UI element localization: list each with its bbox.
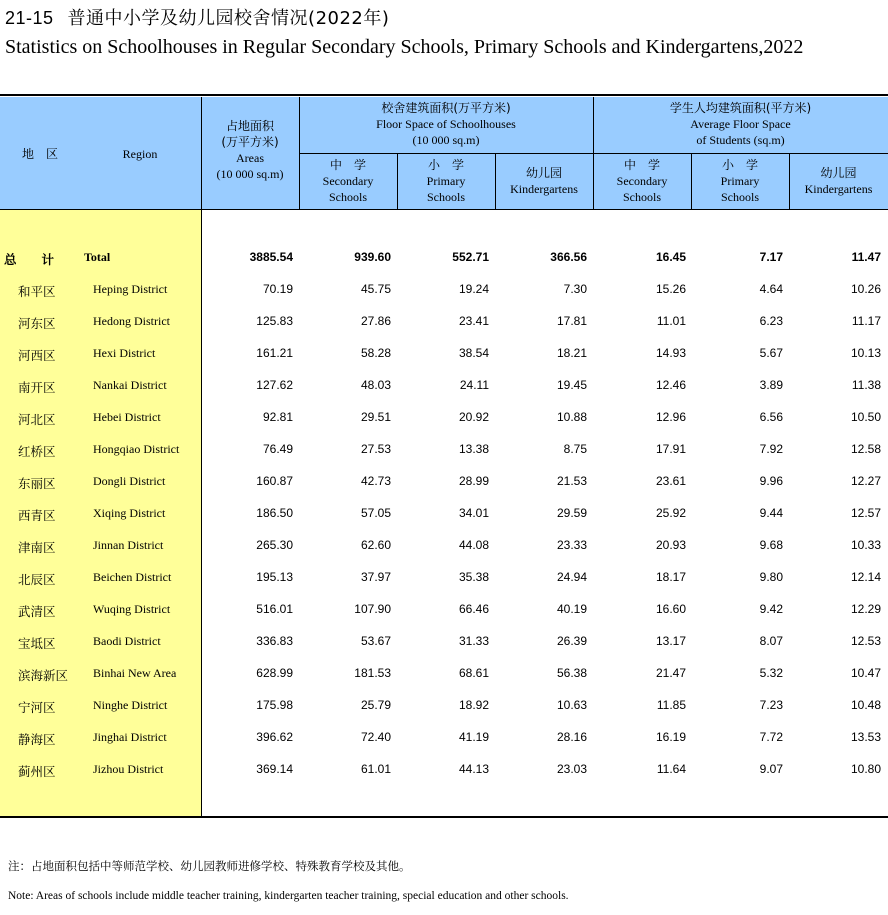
avg-en: Average Floor Space (690, 117, 791, 131)
sec-en1: Secondary (616, 174, 668, 188)
region-name-cn: 东丽区 (18, 476, 56, 491)
cell-value: 15.26 (655, 282, 686, 296)
cell-value: 56.38 (556, 666, 587, 680)
cell-value: 34.01 (458, 506, 489, 520)
region-name-en: Beichen District (93, 570, 172, 584)
sec-en2: Schools (328, 190, 367, 204)
region-name-cn: 河北区 (18, 412, 56, 427)
cell-value: 16.19 (655, 730, 686, 744)
areas-en: Areas (236, 151, 264, 165)
subheader-primary (397, 157, 495, 205)
cell-value: 76.49 (262, 442, 293, 456)
region-name-cn: 宝坻区 (18, 636, 56, 651)
table-number: 21-15 (5, 8, 54, 28)
cell-value: 12.58 (850, 442, 881, 456)
pri-en1: Primary (426, 174, 466, 188)
cell-value: 10.33 (850, 538, 881, 552)
region-name-en: Ninghe District (93, 698, 168, 712)
cell-value: 12.57 (850, 506, 881, 520)
cell-value: 369.14 (256, 762, 293, 776)
cell-value: 37.97 (360, 570, 391, 584)
cell-value: 7.92 (759, 442, 783, 456)
cell-value: 20.92 (458, 410, 489, 424)
table-row (0, 634, 888, 666)
title-cn-text: 普通中小学及幼儿园校舍情况(2022年) (67, 8, 390, 29)
header-bottom-rule (0, 209, 888, 210)
cell-value: 21.53 (556, 474, 587, 488)
cell-value: 12.53 (850, 634, 881, 648)
cell-value: 9.07 (759, 762, 783, 776)
kin-en: Kindergartens (510, 182, 578, 196)
cell-value: 29.51 (360, 410, 391, 424)
cell-value: 3885.54 (249, 250, 293, 264)
pri-en2: Schools (720, 190, 759, 204)
sec-cn: 中 学 (329, 158, 366, 172)
cell-value: 160.87 (256, 474, 293, 488)
cell-value: 11.01 (656, 314, 686, 328)
cell-value: 3.89 (759, 378, 783, 392)
cell-value: 23.61 (655, 474, 686, 488)
cell-value: 24.11 (459, 378, 489, 392)
cell-value: 10.13 (850, 346, 881, 360)
cell-value: 8.07 (759, 634, 783, 648)
cell-value: 552.71 (452, 250, 489, 264)
cell-value: 195.13 (256, 570, 293, 584)
table-row (0, 314, 888, 346)
cell-value: 17.91 (655, 442, 686, 456)
region-name-cn: 宁河区 (18, 700, 56, 715)
cell-value: 13.38 (458, 442, 489, 456)
cell-value: 70.19 (262, 282, 293, 296)
sec-en2: Schools (622, 190, 661, 204)
cell-value: 28.99 (458, 474, 489, 488)
region-name-cn: 武清区 (18, 604, 56, 619)
areas-cn: 占地面积 (225, 119, 274, 133)
region-name-en: Baodi District (93, 634, 161, 648)
cell-value: 9.42 (759, 602, 783, 616)
areas-en-unit: (10 000 sq.m) (216, 167, 284, 181)
cell-value: 4.64 (759, 282, 783, 296)
region-name-cn: 津南区 (18, 540, 56, 555)
cell-value: 28.16 (556, 730, 587, 744)
table-title-cn (5, 4, 389, 30)
cell-value: 27.53 (360, 442, 391, 456)
cell-value: 11.64 (656, 762, 686, 776)
cell-value: 38.54 (458, 346, 489, 360)
region-name-cn: 河东区 (18, 316, 56, 331)
cell-value: 18.92 (458, 698, 489, 712)
subheader-kindergarten (495, 165, 593, 197)
header-subdivider (299, 153, 888, 154)
cell-value: 48.03 (360, 378, 391, 392)
cell-value: 35.38 (458, 570, 489, 584)
cell-value: 5.32 (759, 666, 783, 680)
cell-value: 16.60 (655, 602, 686, 616)
cell-value: 6.56 (759, 410, 783, 424)
cell-value: 125.83 (256, 314, 293, 328)
cell-value: 9.80 (759, 570, 783, 584)
cell-value: 21.47 (655, 666, 686, 680)
cell-value: 161.21 (256, 346, 293, 360)
sec-en1: Secondary (322, 174, 374, 188)
region-name-en: Hebei District (93, 410, 161, 424)
cell-value: 17.81 (556, 314, 587, 328)
cell-value: 12.14 (850, 570, 881, 584)
note-en: Note: Areas of schools include middle teacher training, kindergarten teacher training, special education and other schools. (8, 890, 569, 902)
cell-value: 44.08 (458, 538, 489, 552)
region-name-cn: 西青区 (18, 508, 56, 523)
cell-value: 7.72 (759, 730, 783, 744)
cell-value: 10.80 (850, 762, 881, 776)
cell-value: 16.45 (655, 250, 686, 264)
cell-value: 396.62 (256, 730, 293, 744)
cell-value: 11.85 (656, 698, 686, 712)
subheader-kindergarten-avg (789, 165, 888, 197)
table-row (0, 346, 888, 378)
region-name-en: Nankai District (93, 378, 167, 392)
table-row (0, 410, 888, 442)
region-name-cn: 静海区 (18, 732, 56, 747)
cell-value: 9.44 (759, 506, 783, 520)
table-row-total (0, 250, 888, 282)
cell-value: 27.86 (360, 314, 391, 328)
region-name-en: Jinnan District (93, 538, 164, 552)
cell-value: 29.59 (556, 506, 587, 520)
cell-value: 14.93 (655, 346, 686, 360)
floor-cn: 校舍建筑面积(万平方米) (381, 101, 511, 115)
table-row (0, 730, 888, 762)
pri-en2: Schools (426, 190, 465, 204)
pri-cn: 小 学 (427, 158, 464, 172)
region-name-cn: 总 计 (4, 252, 55, 267)
cell-value: 10.47 (850, 666, 881, 680)
cell-value: 181.53 (354, 666, 391, 680)
cell-value: 18.17 (655, 570, 686, 584)
table-row (0, 698, 888, 730)
region-name-en: Total (84, 250, 111, 264)
cell-value: 366.56 (550, 250, 587, 264)
cell-value: 25.79 (360, 698, 391, 712)
header-floor-space (299, 100, 593, 148)
header-region-cn: 地 区 (21, 147, 58, 161)
floor-en-unit: (10 000 sq.m) (412, 133, 480, 147)
cell-value: 9.68 (759, 538, 783, 552)
region-name-en: Xiqing District (93, 506, 166, 520)
region-name-en: Jizhou District (93, 762, 164, 776)
table-row (0, 474, 888, 506)
region-name-en: Hexi District (93, 346, 156, 360)
cell-value: 10.48 (850, 698, 881, 712)
cell-value: 10.50 (850, 410, 881, 424)
region-name-en: Hedong District (93, 314, 170, 328)
avg-cn: 学生人均建筑面积(平方米) (669, 101, 812, 115)
pri-en1: Primary (720, 174, 760, 188)
table-title-en: Statistics on Schoolhouses in Regular Secondary Schools, Primary Schools and Kindergartens,2022 (5, 36, 804, 58)
cell-value: 45.75 (360, 282, 391, 296)
cell-value: 57.05 (360, 506, 391, 520)
cell-value: 939.60 (354, 250, 391, 264)
cell-value: 7.23 (759, 698, 783, 712)
table-row (0, 538, 888, 570)
cell-value: 44.13 (458, 762, 489, 776)
avg-en2: of Students (sq.m) (696, 133, 785, 147)
cell-value: 19.45 (556, 378, 587, 392)
table-row (0, 506, 888, 538)
subheader-primary-avg (691, 157, 789, 205)
cell-value: 12.27 (850, 474, 881, 488)
cell-value: 8.75 (563, 442, 587, 456)
pri-cn: 小 学 (721, 158, 758, 172)
cell-value: 23.33 (556, 538, 587, 552)
region-name-cn: 河西区 (18, 348, 56, 363)
cell-value: 19.24 (458, 282, 489, 296)
cell-value: 25.92 (655, 506, 686, 520)
region-name-en: Jinghai District (93, 730, 167, 744)
cell-value: 265.30 (256, 538, 293, 552)
cell-value: 61.01 (360, 762, 391, 776)
cell-value: 7.30 (563, 282, 587, 296)
cell-value: 5.67 (759, 346, 783, 360)
cell-value: 11.47 (851, 250, 881, 264)
cell-value: 336.83 (256, 634, 293, 648)
cell-value: 68.61 (458, 666, 489, 680)
bottom-rule (0, 816, 888, 818)
cell-value: 58.28 (360, 346, 391, 360)
cell-value: 66.46 (458, 602, 489, 616)
cell-value: 20.93 (655, 538, 686, 552)
cell-value: 7.17 (759, 250, 783, 264)
region-name-en: Wuqing District (93, 602, 171, 616)
table-row (0, 602, 888, 634)
cell-value: 107.90 (354, 602, 391, 616)
cell-value: 11.17 (851, 314, 881, 328)
cell-value: 10.26 (850, 282, 881, 296)
region-name-en: Hongqiao District (93, 442, 180, 456)
region-name-cn: 蓟州区 (18, 764, 56, 779)
cell-value: 10.88 (556, 410, 587, 424)
region-name-cn: 北辰区 (18, 572, 56, 587)
kin-en: Kindergartens (804, 182, 873, 196)
sec-cn: 中 学 (623, 158, 660, 172)
region-name-en: Heping District (93, 282, 168, 296)
region-name-cn: 南开区 (18, 380, 56, 395)
region-name-en: Binhai New Area (93, 666, 177, 680)
cell-value: 13.53 (850, 730, 881, 744)
region-name-cn: 红桥区 (18, 444, 56, 459)
cell-value: 13.17 (655, 634, 686, 648)
table-row (0, 762, 888, 794)
note-cn: 注：占地面积包括中等师范学校、幼儿园教师进修学校、特殊教育学校及其他。 (8, 859, 411, 873)
areas-cn-unit: (万平方米) (221, 135, 279, 149)
cell-value: 23.41 (458, 314, 489, 328)
cell-value: 516.01 (256, 602, 293, 616)
cell-value: 92.81 (262, 410, 293, 424)
cell-value: 10.63 (556, 698, 587, 712)
cell-value: 41.19 (458, 730, 489, 744)
cell-value: 12.29 (850, 602, 881, 616)
subheader-secondary (299, 157, 397, 205)
cell-value: 12.46 (655, 378, 686, 392)
cell-value: 11.38 (851, 378, 881, 392)
header-avg-floor (593, 100, 888, 148)
table-row (0, 442, 888, 474)
floor-en: Floor Space of Schoolhouses (376, 117, 516, 131)
top-rule (0, 94, 888, 96)
cell-value: 24.94 (556, 570, 587, 584)
cell-value: 127.62 (256, 378, 293, 392)
region-name-cn: 和平区 (18, 284, 56, 299)
subheader-secondary-avg (593, 157, 691, 205)
cell-value: 42.73 (360, 474, 391, 488)
kin-cn: 幼儿园 (820, 166, 857, 180)
cell-value: 175.98 (256, 698, 293, 712)
cell-value: 26.39 (556, 634, 587, 648)
cell-value: 6.23 (759, 314, 783, 328)
cell-value: 53.67 (360, 634, 391, 648)
header-region-en: Region (122, 147, 158, 161)
region-name-en: Dongli District (93, 474, 166, 488)
cell-value: 40.19 (556, 602, 587, 616)
table-row (0, 282, 888, 314)
cell-value: 12.96 (655, 410, 686, 424)
cell-value: 72.40 (360, 730, 391, 744)
cell-value: 31.33 (458, 634, 489, 648)
cell-value: 18.21 (556, 346, 587, 360)
table-row (0, 666, 888, 698)
cell-value: 9.96 (759, 474, 783, 488)
kin-cn: 幼儿园 (525, 166, 562, 180)
table-row (0, 570, 888, 602)
cell-value: 628.99 (256, 666, 293, 680)
cell-value: 62.60 (360, 538, 391, 552)
cell-value: 186.50 (256, 506, 293, 520)
region-name-cn: 滨海新区 (18, 668, 69, 683)
table-row (0, 378, 888, 410)
header-areas (201, 118, 299, 182)
cell-value: 23.03 (556, 762, 587, 776)
